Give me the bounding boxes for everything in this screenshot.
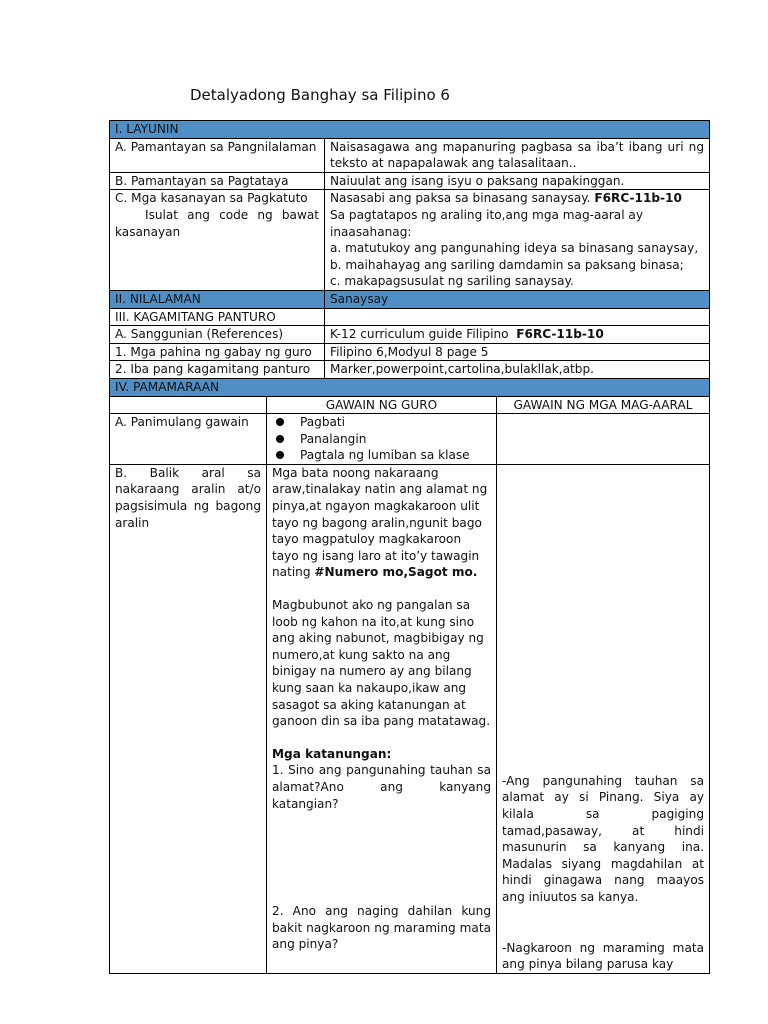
question-1: 1. Sino ang pangunahing tauhan sa alamat?Ano ang kanyang katangian?: [272, 763, 491, 811]
bullet-icon: [276, 418, 284, 426]
sanggunian-value-cell: [325, 326, 710, 344]
row-label: B. Pamantayan sa Pagtataya: [110, 172, 325, 190]
objective-c: c. makapagsusulat ng sariling sanaysay.: [330, 274, 574, 289]
column-header-row: [110, 396, 710, 414]
competency-code: F6RC-11b-10: [516, 327, 604, 342]
section-layunin-row: [110, 121, 710, 139]
kasanayan-intro: Sa pagtatapos ng araling ito,ang mga mag-aaral ay inaasahanag:: [330, 207, 643, 239]
row-label: A. Panimulang gawain: [110, 414, 267, 465]
objective-a: a. matutukoy ang pangunahing ideya sa binasang sanaysay,: [330, 241, 699, 256]
row-value: Filipino 6,Modyul 8 page 5: [325, 343, 710, 361]
iba-kagamitan-row: [110, 361, 710, 379]
list-item: Pagtala ng lumiban sa klase: [272, 447, 491, 464]
document-title: Detalyadong Banghay sa Filipino 6: [190, 86, 450, 104]
answer-1: -Ang pangunahing tauhan sa alamat ay si Pinang. Siya ay kilala sa pagiging tamad,pasaway, at hindi masunurin sa kanyang ina. Madalas siyang magdahilan at hindi ginagawa nang maayos ang iniuutos sa kanya.: [502, 773, 705, 905]
panimula-list: [272, 414, 491, 464]
game-instructions: Magbubunot ako ng pangalan sa loob ng kahon na ito,at kung sino ang aking nabunot, magbibigay ng numero,at kung sakto na ang binigay na numero ay ang bilang kung saan ka nakaupo,ikaw ang sasagot sa aking katanungan at ganoon din sa iba pang matatawag.: [272, 598, 491, 729]
pamantayan-nilalaman-row: [110, 138, 710, 172]
row-value: Naisasagawa ang mapanuring pagbasa sa iba’t ibang uri ng teksto at napapalawak ang talasalitaan..: [325, 138, 710, 172]
list-item: Pagbati: [272, 414, 491, 431]
answer-2: -Nagkaroon ng maraming mata ang pinya bilang parusa kay: [502, 940, 705, 972]
row-label: A. Pamantayan sa Pangnilalaman: [110, 138, 325, 172]
balik-aral-magaaral-cell: [497, 464, 710, 973]
section-header-pamamaraan: IV. PAMAMARAAN: [110, 378, 710, 396]
bullet-icon: [276, 435, 284, 443]
row-label: C. Mga kasanayan sa Pagkatuto: [115, 191, 308, 206]
panimula-row: [110, 414, 710, 465]
empty-cell: [325, 308, 710, 326]
kasanayan-line: [330, 190, 704, 207]
questions-header: Mga katanungan:: [272, 746, 392, 761]
balik-aral-row: [110, 464, 710, 973]
column-header-guro: GAWAIN NG GURO: [267, 396, 497, 414]
question-2: 2. Ano ang naging dahilan kung bakit nagkaroon ng maraming mata ang pinya?: [272, 904, 491, 952]
row-value: Naiuulat ang isang isyu o paksang napakinggan.: [325, 172, 710, 190]
row-label: 1. Mga pahina ng gabay ng guro: [110, 343, 325, 361]
game-name: #Numero mo,Sagot mo.: [314, 565, 478, 580]
competency-code: F6RC-11b-10: [594, 191, 682, 206]
row-label: B. Balik aral sa nakaraang aralin at/o pagsisimula ng bagong aralin: [110, 464, 267, 973]
kagamitan-row: [110, 308, 710, 326]
row-value: Marker,powerpoint,cartolina,bulakllak,atbp.: [325, 361, 710, 379]
balik-aral-guro-cell: [267, 464, 497, 973]
section-nilalaman-row: [110, 290, 710, 308]
empty-cell: [110, 396, 267, 414]
section-header-nilalaman: II. NILALAMAN: [110, 290, 325, 308]
kasanayan-text: Nasasabi ang paksa sa binasang sanaysay.: [330, 191, 591, 206]
kasanayan-label-cell: [110, 190, 325, 291]
pahina-row: [110, 343, 710, 361]
sanggunian-row: [110, 326, 710, 344]
code-note: Isulat ang code ng bawat kasanayan: [115, 207, 319, 239]
bullet-icon: [276, 451, 284, 459]
section-header-kagamitan: III. KAGAMITANG PANTURO: [110, 308, 325, 326]
objective-b: b. maihahayag ang sariling damdamin sa paksang binasa;: [330, 257, 684, 272]
row-label: A. Sanggunian (References): [110, 326, 325, 344]
empty-cell: [497, 414, 710, 465]
row-label: 2. Iba pang kagamitang panturo: [110, 361, 325, 379]
list-item: Panalangin: [272, 431, 491, 448]
column-header-magaaral: GAWAIN NG MGA MAG-AARAL: [497, 396, 710, 414]
row-value: K-12 curriculum guide Filipino: [330, 327, 509, 342]
pamantayan-pagtataya-row: [110, 172, 710, 190]
nilalaman-value: Sanaysay: [325, 290, 710, 308]
kasanayan-row: [110, 190, 710, 291]
panimula-guro-cell: [267, 414, 497, 465]
section-pamamaraan-row: [110, 378, 710, 396]
kasanayan-value-cell: [325, 190, 710, 291]
intro-paragraph: Mga bata noong nakaraang araw,tinalakay natin ang alamat ng pinya,at ngayon magkakaroon ulit tayo ng bagong aralin,ngunit bago tayo magpatuloy magkakaroon tayo ng isang laro at ito’y tawagin nating #Numero mo,Sagot mo.: [272, 465, 488, 580]
lesson-plan-table: [109, 120, 710, 974]
section-header-layunin: I. LAYUNIN: [110, 121, 710, 139]
